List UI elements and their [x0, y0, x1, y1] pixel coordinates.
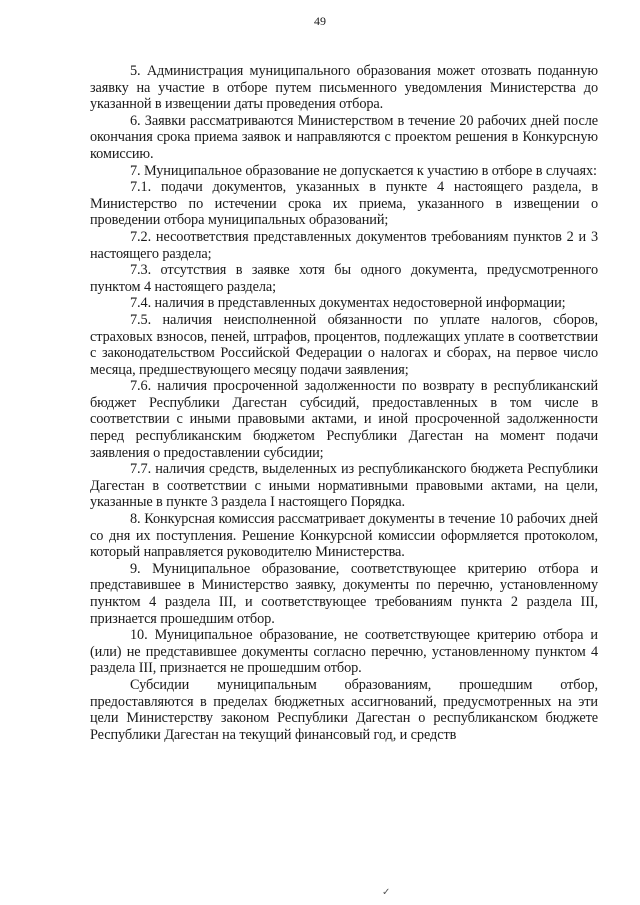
paragraph-7-5: 7.5. наличия неисполненной обязанности по уплате налогов, сборов, страховых взносов, пеней, штрафов, процентов, подлежащих уплате в соответствии с законодательством Российской Федерации о налогах и сборах, на первое число месяца, предшествующего месяцу подачи заявления; [90, 311, 598, 378]
document-body [90, 63, 598, 743]
page-number: 49 [314, 14, 326, 28]
paragraph-7-6: 7.6. наличия просроченной задолженности по возврату в республиканский бюджет Республики Дагестан субсидий, предоставленных в том числе в соответствии с иными правовыми актами, и иной просроченной задолженности перед республиканским бюджетом Республики Дагестан на момент подачи заявления о предоставлении субсидии; [90, 378, 598, 461]
paragraph-7-4: 7.4. наличия в представленных документах недостоверной информации; [130, 295, 566, 312]
paragraph-subsidies: Субсидии муниципальным образованиям, прошедшим отбор, предоставляются в пределах бюджетных ассигнований, предусмотренных на эти цели Министерству законом Республики Дагестан о республиканском бюджете Республики Дагестан на текущий финансовый год, и средств [90, 676, 598, 743]
paragraph-7-3: 7.3. отсутствия в заявке хотя бы одного документа, предусмотренного пунктом 4 настоящего раздела; [90, 262, 598, 295]
paragraph-9: 9. Муниципальное образование, соответствующее критерию отбора и представившее в Министерство заявку, документы по перечню, установленному пунктом 4 раздела III, и соответствующее требованиям пункта 2 раздела III, признается прошедшим отбор. [90, 560, 598, 627]
paragraph-6: 6. Заявки рассматриваются Министерством в течение 20 рабочих дней после окончания срока приема заявок и направляются с проектом решения в Конкурсную комиссию. [90, 112, 598, 162]
paragraph-7-1: 7.1. подачи документов, указанных в пункте 4 настоящего раздела, в Министерство по истечении срока их приема, указанного в извещении о проведении отбора муниципальных образований; [90, 179, 598, 229]
paragraph-10: 10. Муниципальное образование, не соответствующее критерию отбора и (или) не представившее документы согласно перечню, установленному пунктом 4 раздела III, признается не прошедшим отбор. [90, 627, 598, 677]
paragraph-7: 7. Муниципальное образование не допускается к участию в отборе в случаях: [130, 162, 597, 179]
paragraph-8: 8. Конкурсная комиссия рассматривает документы в течение 10 рабочих дней со дня их поступления. Решение Конкурсной комиссии оформляется протоколом, который направляется руководителю Министерства. [90, 511, 598, 561]
paragraph-7-7: 7.7. наличия средств, выделенных из республиканского бюджета Республики Дагестан в соответствии с иными нормативными правовыми актами, на цели, указанные в пункте 3 раздела I настоящего Порядка. [90, 461, 598, 511]
scan-mark: ✓ [382, 887, 391, 898]
paragraph-7-2: 7.2. несоответствия представленных документов требованиям пунктов 2 и 3 настоящего раздела; [90, 228, 598, 262]
paragraph-5: 5. Администрация муниципального образования может отозвать поданную заявку на участие в отборе путем письменного уведомления Министерства до указанной в извещении даты проведения отбора. [90, 63, 598, 113]
